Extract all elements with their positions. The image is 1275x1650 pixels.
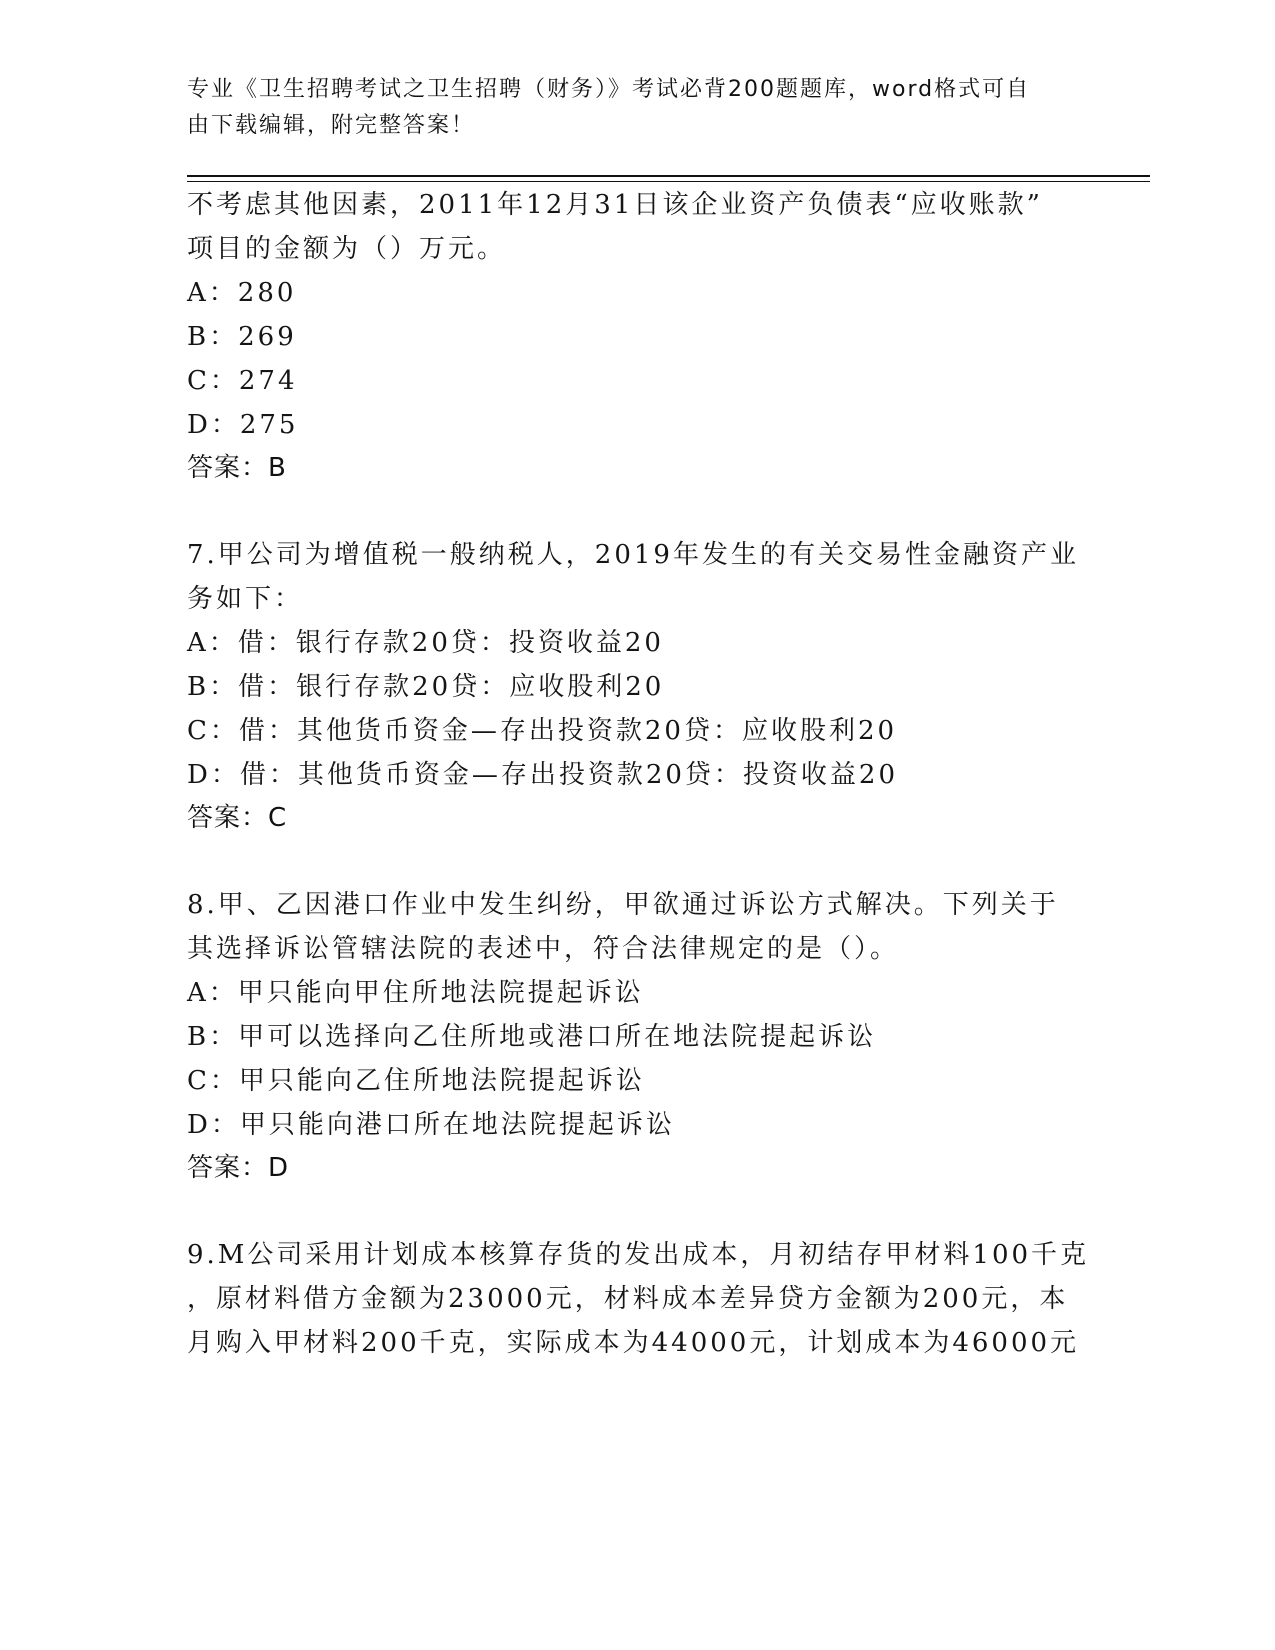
- q7-option-c: C：借：其他货币资金—存出投资款20贷：应收股利20: [187, 716, 898, 746]
- header-rule-thin: [187, 181, 1150, 182]
- q6-option-c: C：274: [187, 366, 298, 396]
- q6-stem-line-1: 不考虑其他因素，2011年12月31日该企业资产负债表“应收账款”: [187, 190, 1043, 220]
- q8-option-b: B：甲可以选择向乙住所地或港口所在地法院提起诉讼: [187, 1022, 877, 1052]
- q6-answer: 答案：B: [187, 453, 287, 483]
- q7-option-d: D：借：其他货币资金—存出投资款20贷：投资收益20: [187, 760, 899, 790]
- q9-stem-line-1: 9.M公司采用计划成本核算存货的发出成本，月初结存甲材料100千克: [187, 1240, 1090, 1270]
- q6-stem-line-2: 项目的金额为（）万元。: [187, 234, 507, 264]
- header-rule-thick: [187, 175, 1150, 177]
- q7-answer: 答案：C: [187, 803, 288, 833]
- q7-stem-line-2: 务如下：: [187, 584, 304, 614]
- q9-stem-line-3: 月购入甲材料200千克，实际成本为44000元，计划成本为46000元: [187, 1328, 1080, 1358]
- q8-option-a: A：甲只能向甲住所地法院提起诉讼: [187, 978, 644, 1008]
- q8-option-d: D：甲只能向港口所在地法院提起诉讼: [187, 1110, 675, 1140]
- q8-stem-line-2: 其选择诉讼管辖法院的表述中，符合法律规定的是（）。: [187, 934, 900, 964]
- document-header: [187, 72, 1067, 144]
- q6-option-b: B：269: [187, 322, 297, 352]
- q8-stem-line-1: 8.甲、乙因港口作业中发生纠纷，甲欲通过诉讼方式解决。下列关于: [187, 890, 1059, 920]
- q6-option-d: D：275: [187, 410, 299, 440]
- q7-stem-line-1: 7.甲公司为增值税一般纳税人，2019年发生的有关交易性金融资产业: [187, 540, 1079, 570]
- q7-option-b: B：借：银行存款20贷：应收股利20: [187, 672, 665, 702]
- q6-option-a: A：280: [187, 278, 297, 308]
- q8-answer: 答案：D: [187, 1153, 290, 1183]
- q7-option-a: A：借：银行存款20贷：投资收益20: [187, 628, 664, 658]
- q8-option-c: C：甲只能向乙住所地法院提起诉讼: [187, 1066, 645, 1096]
- header-line-1: 专业《卫生招聘考试之卫生招聘（财务）》考试必背200题题库，word格式可自: [187, 77, 1031, 102]
- q9-stem-line-2: ，原材料借方金额为23000元，材料成本差异贷方金额为200元，本: [187, 1284, 1069, 1314]
- header-line-2: 由下载编辑，附完整答案！: [187, 113, 476, 138]
